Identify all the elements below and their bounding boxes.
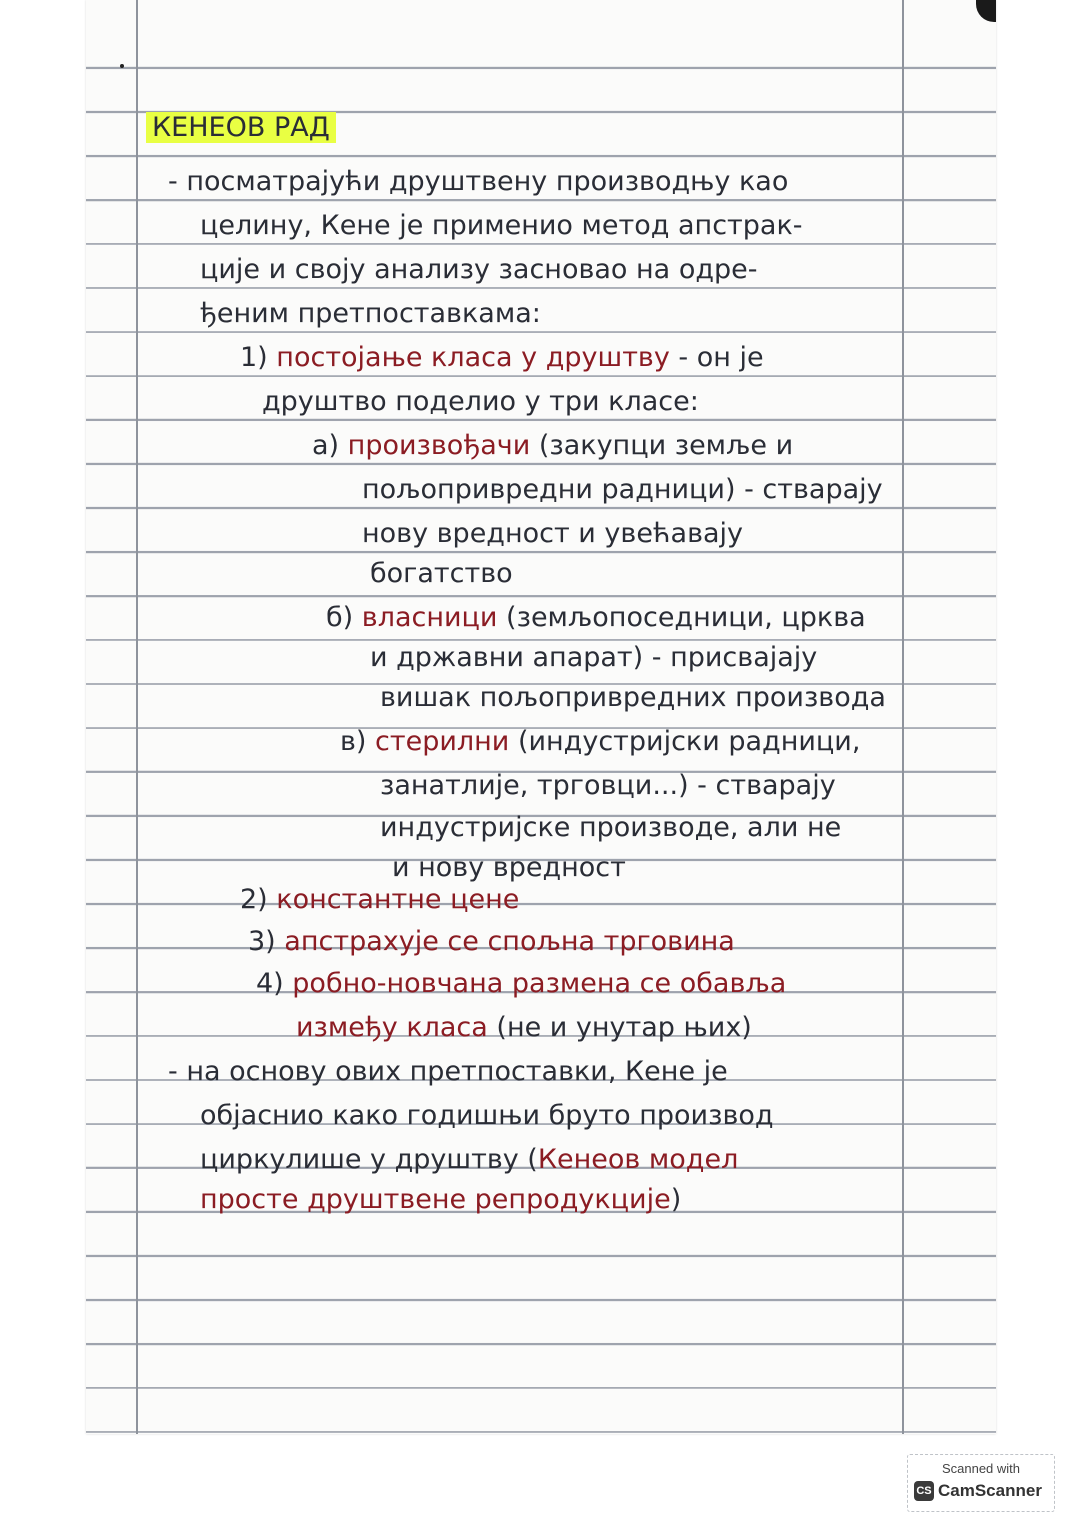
watermark-caption: Scanned with	[941, 1461, 1021, 1476]
note-text: - он је	[669, 342, 764, 373]
page-corner-shadow	[976, 0, 996, 22]
note-line	[0, 806, 1080, 850]
note-text: богатство	[370, 558, 513, 589]
note-line	[0, 1050, 1080, 1094]
note-term: стерилни	[375, 726, 510, 757]
note-line	[0, 596, 1080, 640]
note-line	[0, 336, 1080, 380]
note-line	[0, 248, 1080, 292]
note-term: постојање класа у друштву	[276, 342, 670, 373]
note-term: између класа	[296, 1012, 488, 1043]
note-text: друштво поделио у три класе:	[262, 386, 699, 417]
note-line	[0, 292, 1080, 336]
note-term: константне цене	[276, 884, 520, 915]
note-text: (индустријски радници,	[509, 726, 861, 757]
note-line	[0, 1178, 1080, 1222]
note-line	[0, 204, 1080, 248]
note-line	[0, 160, 1080, 204]
note-term: робно-новчана размена се обавља	[292, 968, 787, 999]
note-text: (не и унутар њих)	[487, 1012, 752, 1043]
note-line	[0, 764, 1080, 808]
note-term: произвођачи	[347, 430, 531, 461]
watermark-brand: CamScanner	[938, 1481, 1042, 1500]
note-line	[0, 1094, 1080, 1138]
note-text: и државни апарат) - присвајају	[370, 642, 818, 673]
note-text: 4)	[256, 968, 293, 999]
note-line	[0, 962, 1080, 1006]
note-line	[0, 468, 1080, 512]
note-text: 3)	[248, 926, 285, 957]
note-text: в)	[340, 726, 376, 757]
note-title: КЕНЕОВ РАД	[146, 112, 336, 143]
note-text: индустријске производе, али не	[380, 812, 842, 843]
note-text: )	[670, 1184, 682, 1215]
note-text: б)	[326, 602, 362, 633]
note-line	[0, 424, 1080, 468]
note-term: просте друштвене репродукције	[200, 1184, 671, 1215]
note-text: нову вредност и увећавају	[362, 518, 744, 549]
note-line	[0, 1138, 1080, 1182]
note-line	[0, 676, 1080, 720]
note-line	[0, 512, 1080, 556]
note-term: апстрахује се спољна трговина	[284, 926, 735, 957]
note-line	[0, 552, 1080, 596]
note-line	[0, 720, 1080, 764]
note-text: - посматрајући друштвену производњу као	[168, 166, 789, 197]
note-text: (земљопоседници, црква	[497, 602, 866, 633]
note-text: - на основу ових претпоставки, Кене је	[168, 1056, 728, 1087]
note-term: власници	[361, 602, 498, 633]
camscanner-watermark	[907, 1454, 1055, 1512]
note-line	[0, 380, 1080, 424]
note-line	[0, 920, 1080, 964]
note-text: занатлије, трговци...) - стварају	[380, 770, 836, 801]
note-term: Кенеов модел	[537, 1144, 739, 1175]
ink-dot	[120, 64, 124, 68]
note-title-line	[0, 106, 1080, 150]
note-text: ђеним претпоставкама:	[200, 298, 541, 329]
note-line	[0, 878, 1080, 922]
note-text: целину, Кене је применио метод апстрак-	[200, 210, 803, 241]
note-text: 2)	[240, 884, 277, 915]
note-text: објаснио како годишњи бруто производ	[200, 1100, 774, 1131]
note-text: вишак пољопривредних производа	[380, 682, 886, 713]
note-text: ције и своју анализу засновао на одре-	[200, 254, 758, 285]
camscanner-logo-icon: CS	[914, 1481, 934, 1501]
note-line	[0, 1006, 1080, 1050]
note-text: а)	[312, 430, 348, 461]
note-text: пољопривредни радници) - стварају	[362, 474, 883, 505]
note-line	[0, 636, 1080, 680]
note-text: 1)	[240, 342, 277, 373]
note-text: циркулише у друштву (	[200, 1144, 538, 1175]
note-text: и нову вредност	[392, 852, 626, 883]
note-text: (закупци земље и	[530, 430, 794, 461]
